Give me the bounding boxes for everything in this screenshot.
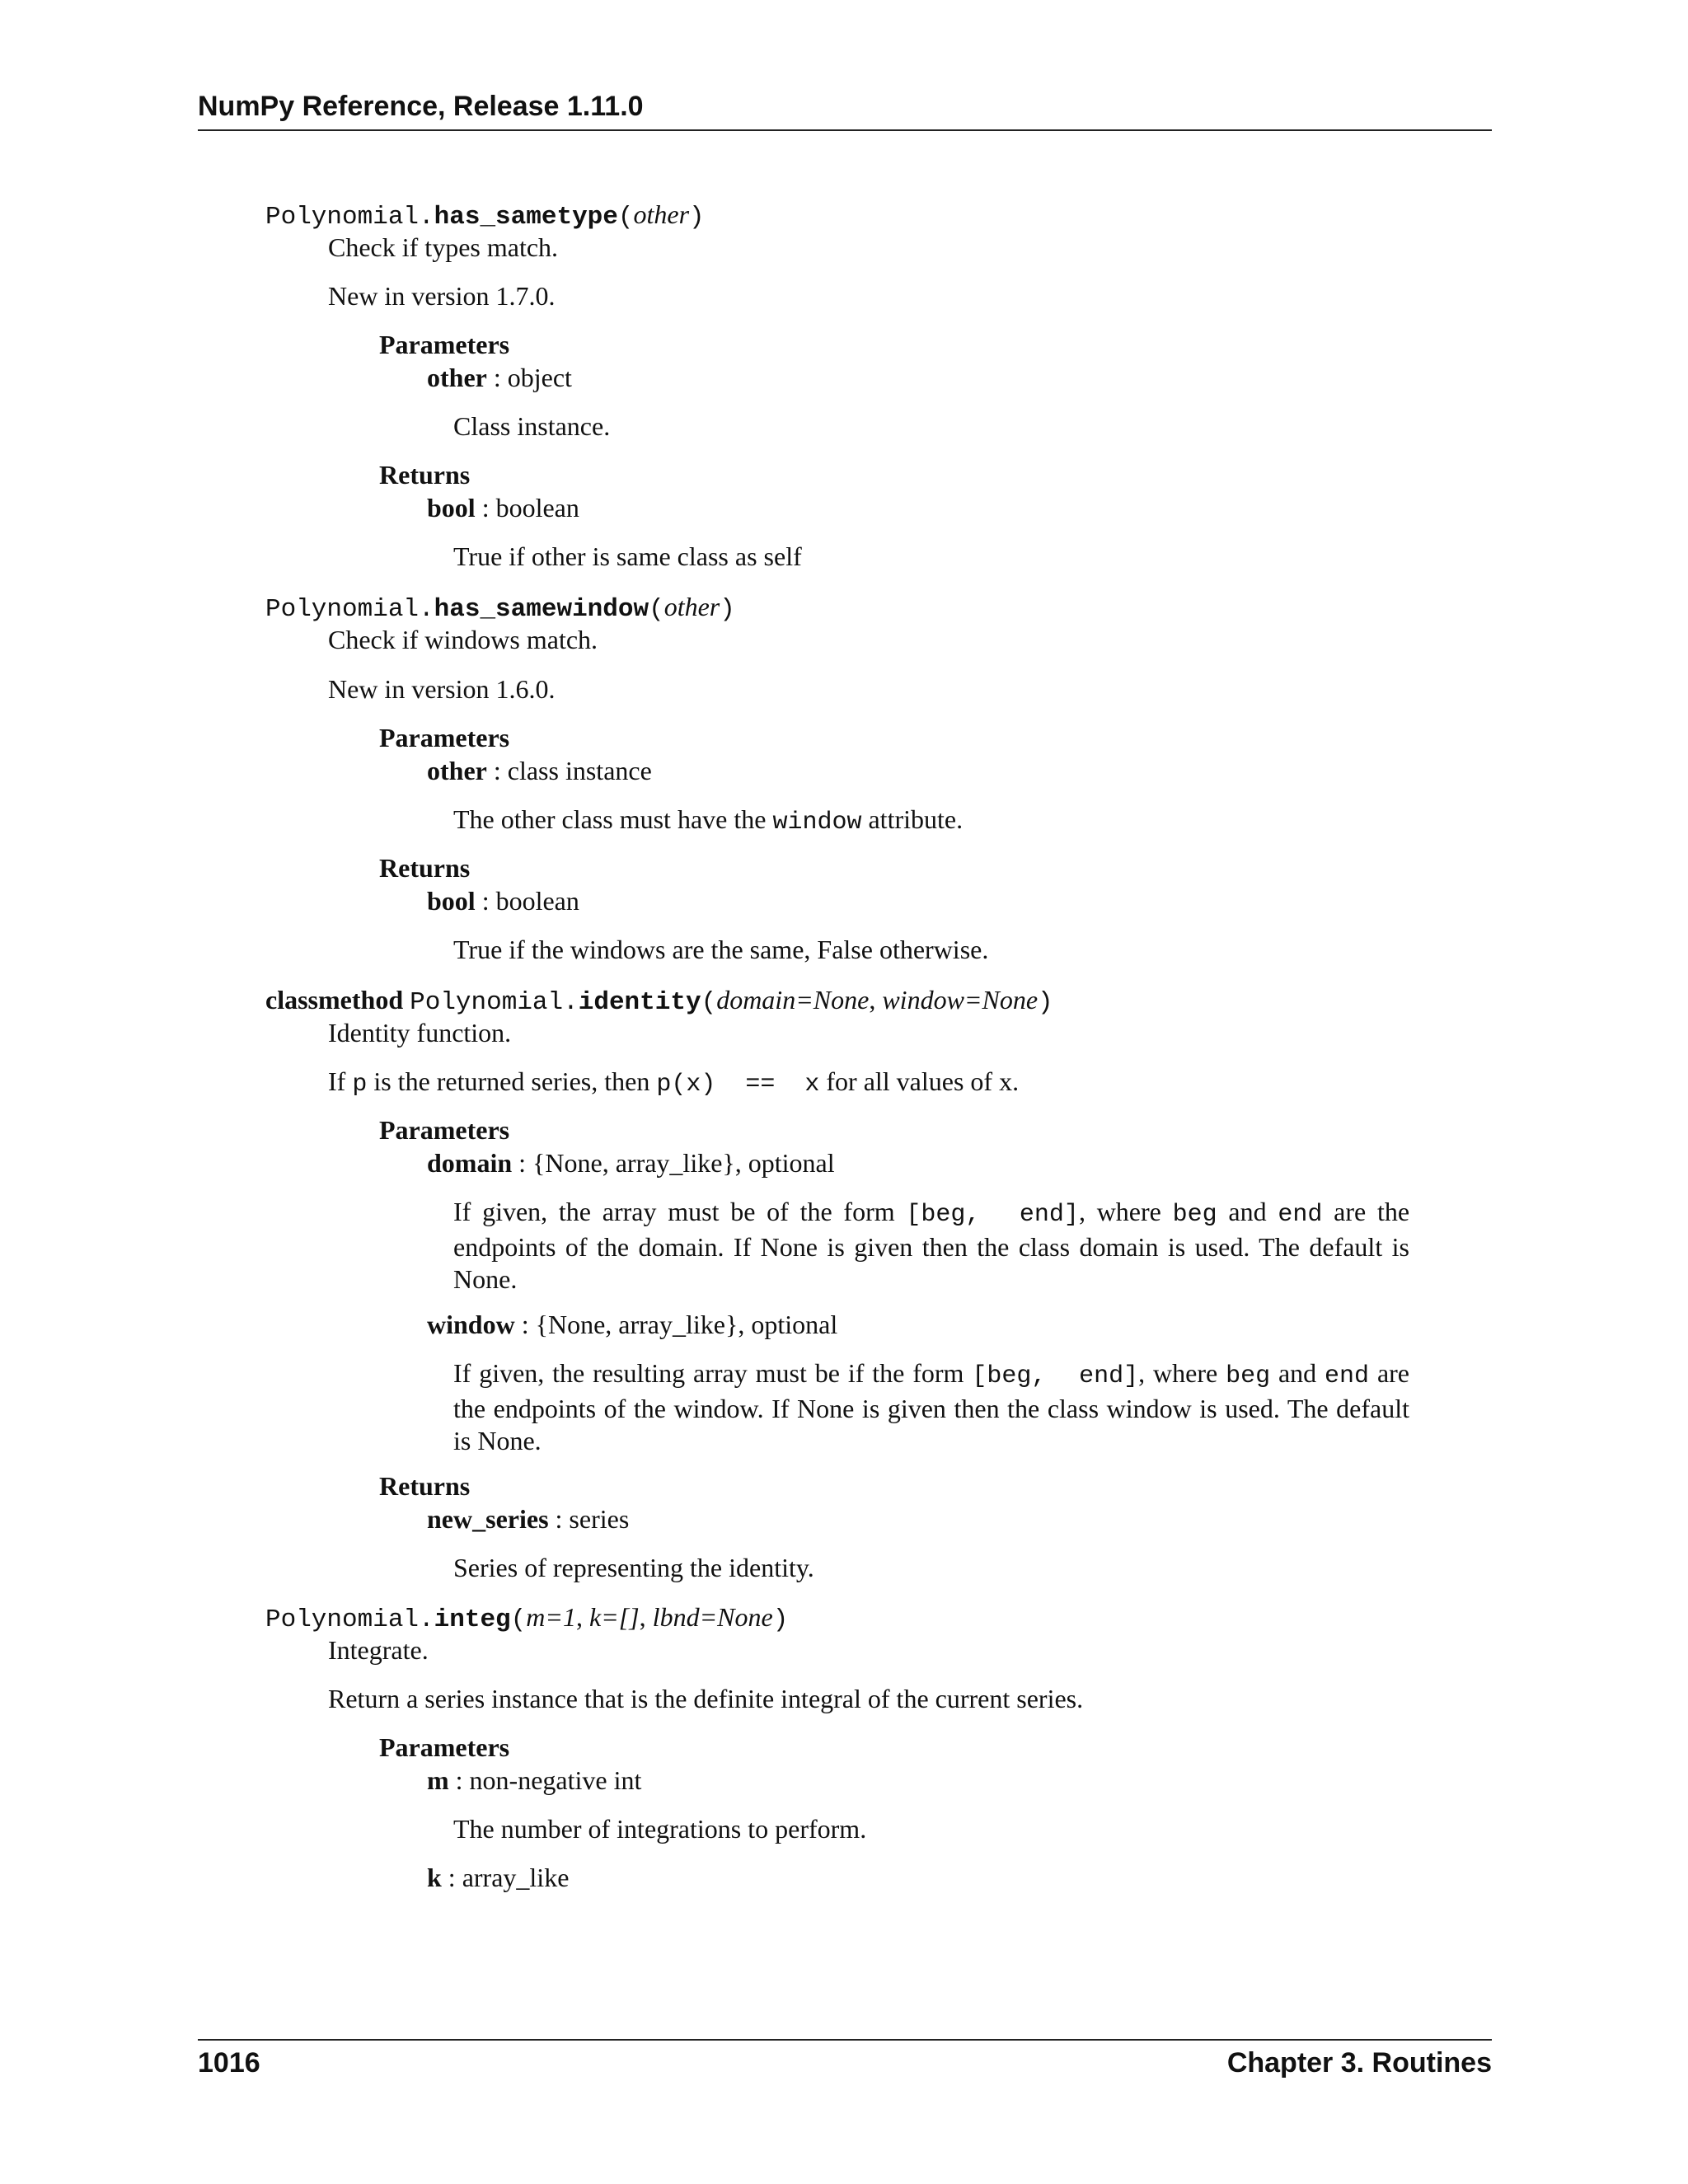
sig-close: ) xyxy=(1038,988,1053,1017)
returns-heading: Returns xyxy=(379,1471,471,1501)
param-name: k xyxy=(427,1863,442,1892)
summary-text: Check if windows match. xyxy=(328,625,598,654)
version-note: New in version 1.7.0. xyxy=(328,281,556,311)
code-px-eq-x: p(x) == x xyxy=(656,1071,820,1099)
sig-open: ( xyxy=(617,203,634,232)
summary-text: Check if types match. xyxy=(328,232,559,262)
sig-close: ) xyxy=(772,1605,789,1634)
param-name: other xyxy=(427,756,487,785)
param-line-m xyxy=(427,1765,641,1796)
note-text: for all values of x. xyxy=(819,1066,1020,1096)
sig-close: ) xyxy=(689,203,705,232)
sig-prefix: Polynomial. xyxy=(265,203,434,232)
return-description: True if the windows are the same, False otherwise. xyxy=(453,935,989,964)
returns-heading: Returns xyxy=(379,460,471,490)
param-description-domain xyxy=(453,1196,1409,1296)
param-description xyxy=(453,804,963,837)
param-type: : class instance xyxy=(486,756,652,785)
sig-arg-lbnd: lbnd=None xyxy=(652,1602,773,1632)
param-line-window xyxy=(427,1310,837,1340)
code-window: window xyxy=(772,808,862,837)
note-text: If xyxy=(328,1066,353,1096)
sig-sep: , xyxy=(639,1602,653,1632)
code-end: end xyxy=(1278,1201,1323,1229)
note-text: is the returned series, then xyxy=(367,1066,657,1096)
page-number: 1016 xyxy=(198,2047,260,2079)
return-type: : boolean xyxy=(475,886,579,916)
param-type: : non-negative int xyxy=(448,1765,642,1795)
sig-arg-domain: domain=None xyxy=(716,985,870,1015)
signature-integ xyxy=(265,1602,788,1634)
return-line xyxy=(427,1504,629,1535)
desc-text: attribute. xyxy=(861,804,964,834)
sig-name: integ xyxy=(434,1605,511,1634)
param-type: : array_like xyxy=(441,1863,570,1892)
return-description: True if other is same class as self xyxy=(453,541,802,571)
param-type: : {None, array_like}, optional xyxy=(514,1310,838,1339)
param-line xyxy=(427,756,652,786)
return-description: Series of representing the identity. xyxy=(453,1553,814,1582)
return-name: bool xyxy=(427,493,476,523)
summary-text: Identity function. xyxy=(328,1018,512,1047)
signature-has-samewindow xyxy=(265,592,735,624)
param-name: domain xyxy=(427,1148,513,1178)
param-line-domain xyxy=(427,1148,835,1179)
desc-text: The other class must have the xyxy=(453,804,773,834)
sig-arg-window: window=None xyxy=(882,985,1039,1015)
header-rule xyxy=(198,129,1492,131)
sig-prefix: Polynomial. xyxy=(410,988,579,1017)
code-beg: beg xyxy=(1172,1201,1217,1229)
footer-rule xyxy=(198,2039,1492,2041)
sig-arg: other xyxy=(633,199,690,229)
sig-name: has_sametype xyxy=(434,203,618,232)
desc-text: , where xyxy=(1138,1358,1226,1388)
sig-sep: , xyxy=(575,1602,589,1632)
parameters-heading: Parameters xyxy=(379,1115,510,1145)
return-line xyxy=(427,493,579,523)
sig-open: ( xyxy=(649,595,664,624)
return-type: : boolean xyxy=(475,493,579,523)
param-type: : object xyxy=(486,363,572,392)
sig-prefix: Polynomial. xyxy=(265,595,434,624)
desc-text: and xyxy=(1270,1358,1325,1388)
page-header-title: NumPy Reference, Release 1.11.0 xyxy=(198,91,644,122)
sig-open: ( xyxy=(510,1605,527,1634)
parameters-heading: Parameters xyxy=(379,1732,510,1762)
return-type: : series xyxy=(548,1504,630,1534)
sig-arg-k: k=[] xyxy=(588,1602,640,1632)
desc-text: , where xyxy=(1078,1197,1173,1226)
code-beg-end: [beg, end] xyxy=(906,1201,1079,1229)
param-description: Class instance. xyxy=(453,411,611,441)
sig-sep: , xyxy=(869,985,883,1015)
sig-arg: other xyxy=(663,592,720,621)
sig-prefix: Polynomial. xyxy=(265,1605,434,1634)
desc-text: If given, the array must be of the form xyxy=(453,1197,907,1226)
return-name: new_series xyxy=(427,1504,549,1534)
code-beg: beg xyxy=(1226,1362,1271,1390)
sig-open: ( xyxy=(701,988,717,1017)
param-name: other xyxy=(427,363,487,392)
parameters-heading: Parameters xyxy=(379,723,510,752)
desc-text: are the endpoints of the domain. If None is given then the class domain is used. The default is None. xyxy=(453,1197,1410,1294)
param-name: window xyxy=(427,1310,515,1339)
param-type: : {None, array_like}, optional xyxy=(512,1148,835,1178)
sig-name: identity xyxy=(578,988,701,1017)
desc-text: If given, the resulting array must be if the form xyxy=(453,1358,973,1388)
code-p: p xyxy=(352,1071,368,1099)
code-beg-end: [beg, end] xyxy=(972,1362,1139,1390)
version-note: New in version 1.6.0. xyxy=(328,674,556,704)
return-line xyxy=(427,886,579,916)
desc-text: are the endpoints of the window. If None is given then the class window is used. The default is None. xyxy=(453,1358,1410,1455)
chapter-title: Chapter 3. Routines xyxy=(1226,2047,1492,2079)
returns-heading: Returns xyxy=(379,853,471,883)
signature-identity xyxy=(265,985,1053,1017)
sig-arg-m: m=1 xyxy=(526,1602,576,1632)
return-name: bool xyxy=(427,886,476,916)
desc-text: and xyxy=(1217,1197,1278,1226)
description-text: Return a series instance that is the definite integral of the current series. xyxy=(328,1684,1084,1713)
signature-has-sametype xyxy=(265,199,705,232)
param-name: m xyxy=(427,1765,449,1795)
param-description-m: The number of integrations to perform. xyxy=(453,1814,867,1844)
param-line xyxy=(427,363,572,393)
code-end: end xyxy=(1325,1362,1370,1390)
sig-close: ) xyxy=(720,595,735,624)
classmethod-keyword: classmethod xyxy=(265,985,404,1015)
param-description-window xyxy=(453,1357,1409,1457)
sig-name: has_samewindow xyxy=(434,595,649,624)
parameters-heading: Parameters xyxy=(379,330,510,359)
summary-text: Integrate. xyxy=(328,1635,429,1665)
identity-note xyxy=(328,1066,1019,1099)
param-line-k xyxy=(427,1863,569,1893)
